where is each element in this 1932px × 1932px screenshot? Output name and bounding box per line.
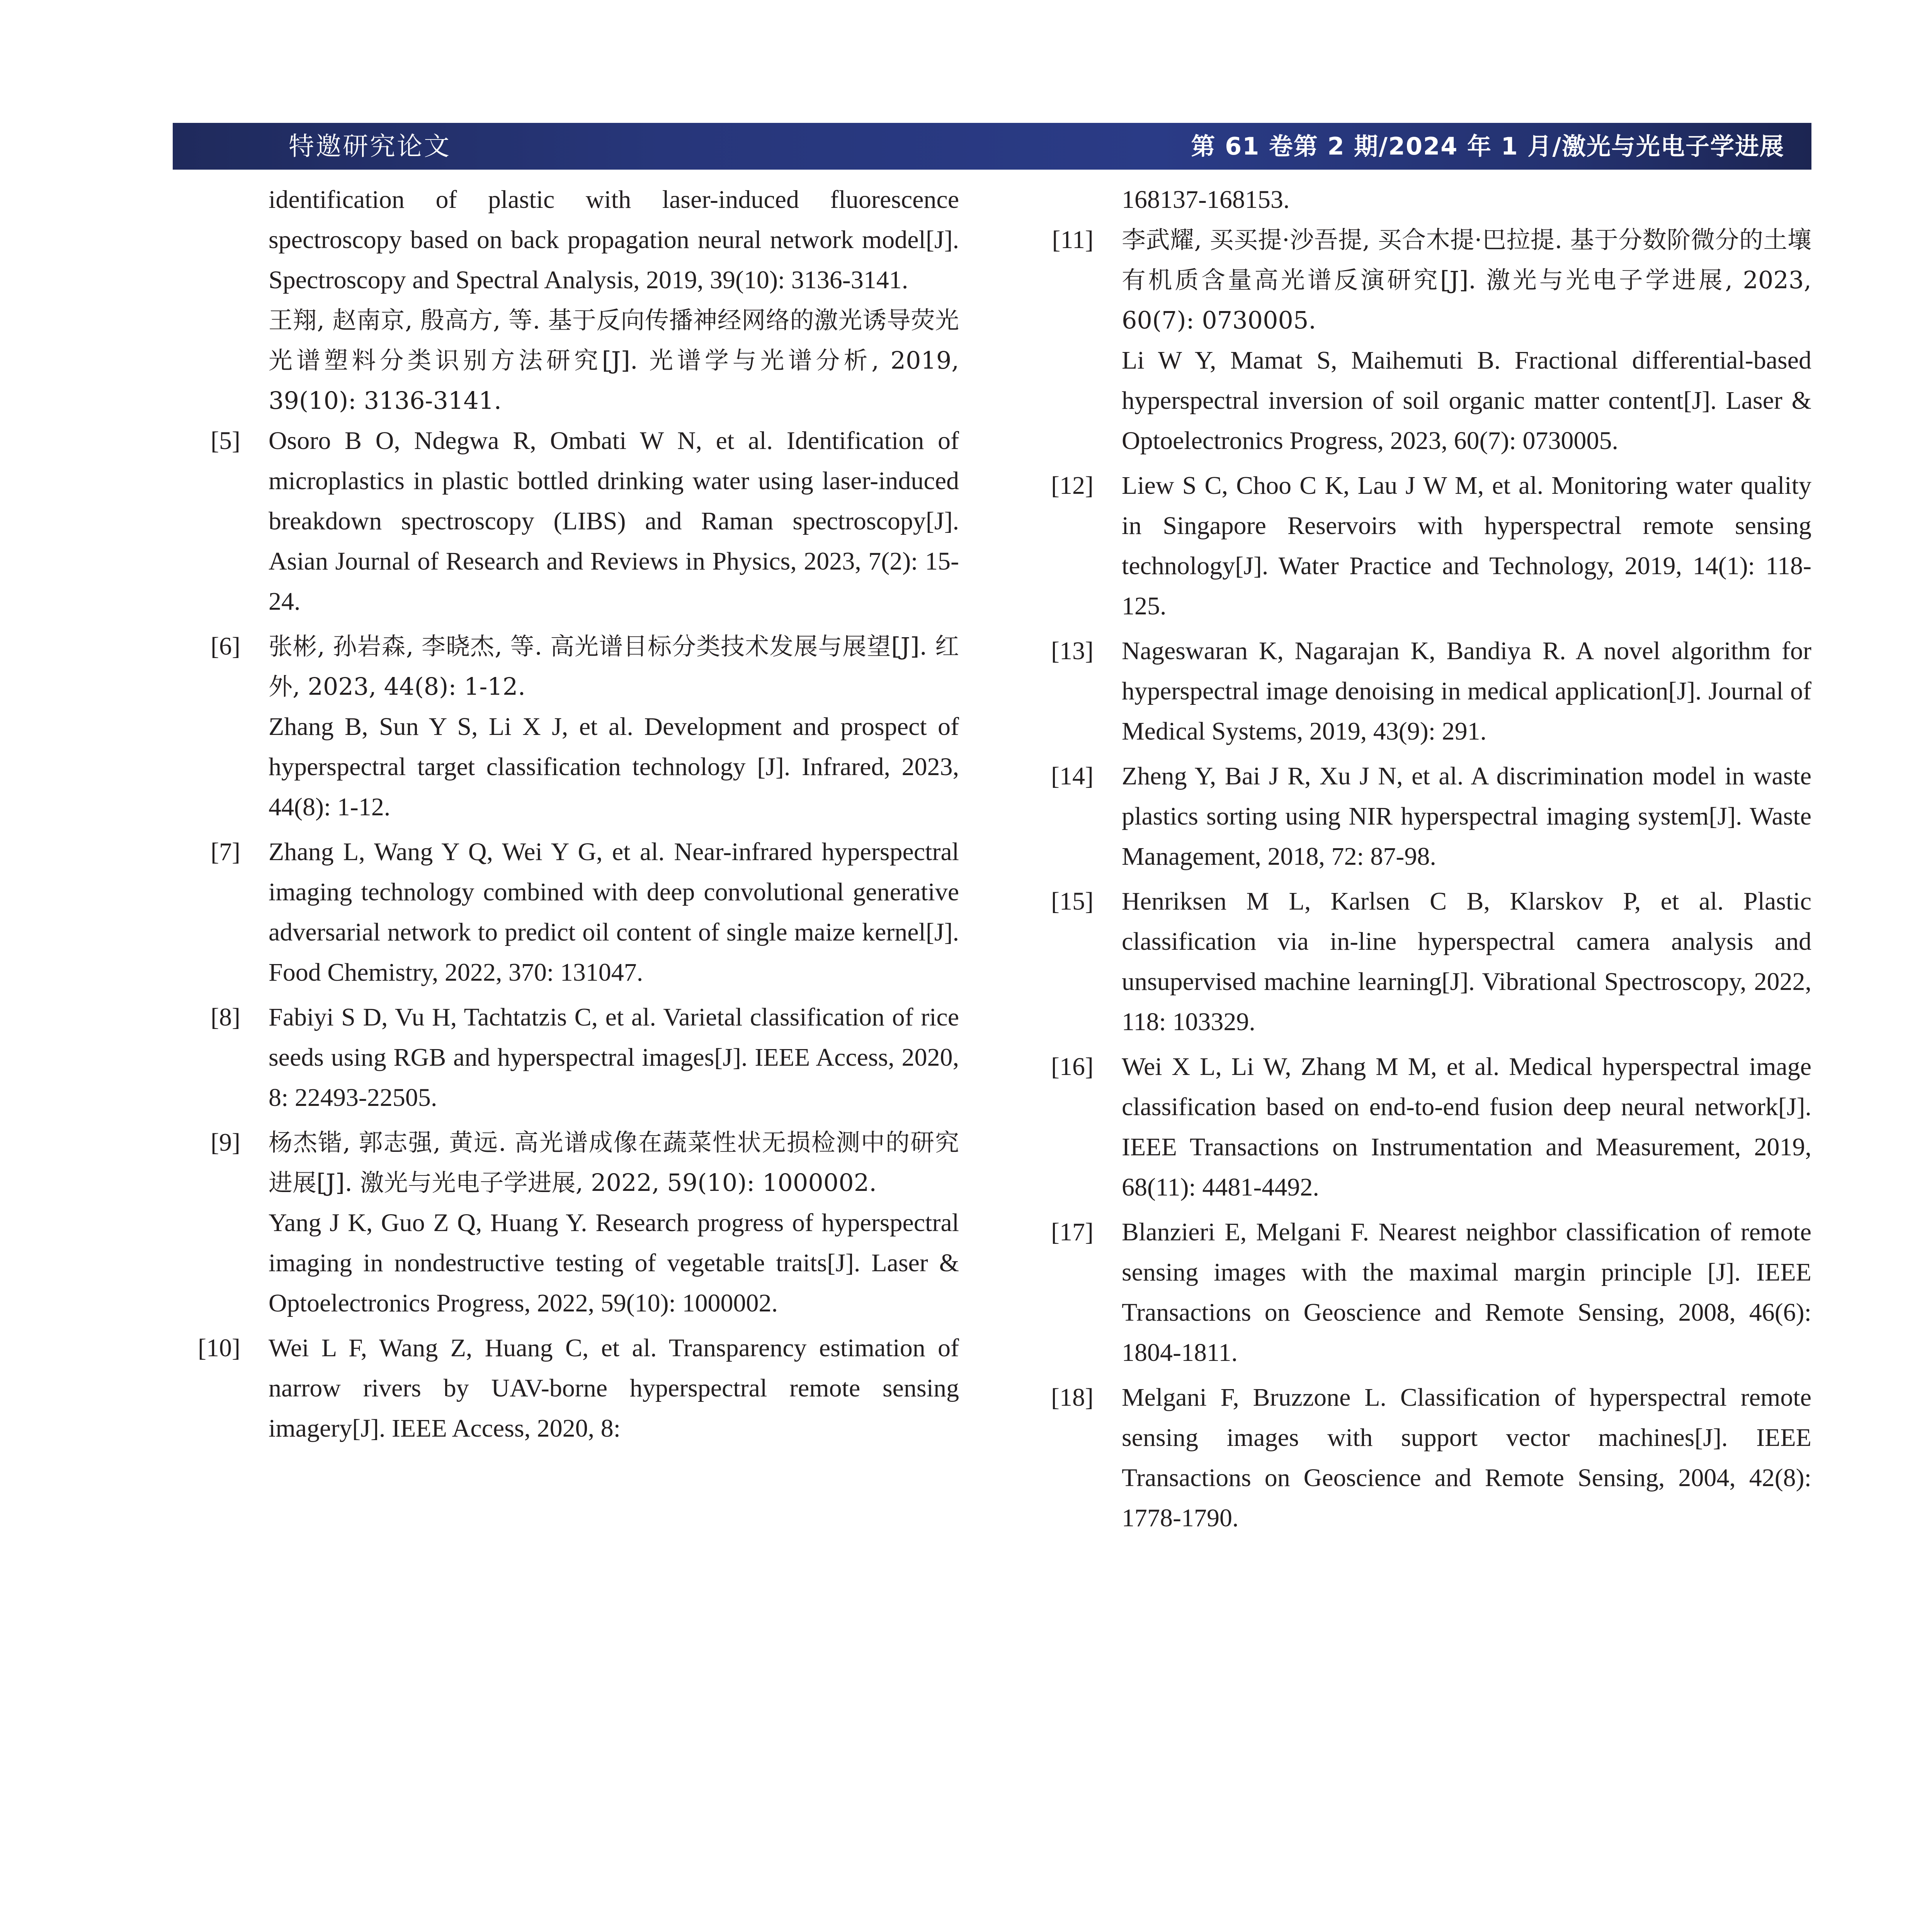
- reference-number: [15]: [1051, 887, 1094, 915]
- reference-item: [1026, 220, 1811, 461]
- reference-text: Wei L F, Wang Z, Huang C, et al. Transparency estimation of narrow rivers by UAV-borne hyperspectral remote sensing imagery[J]. IEEE Access, 2020, 8:: [269, 1334, 959, 1442]
- reference-item: [173, 1122, 959, 1323]
- reference-number: [16]: [1051, 1053, 1094, 1081]
- reference-text: Liew S C, Choo C K, Lau J W M, et al. Monitoring water quality in Singapore Reservoirs with hyperspectral remote sensing technology[J]. Water Practice and Technology, 2019, 14(1): 118-125.: [1122, 471, 1811, 620]
- reference-text-en: Zhang B, Sun Y S, Li X J, et al. Development and prospect of hyperspectral target classification technology [J]. Infrared, 2023, 44(8): 1-12.: [269, 713, 959, 821]
- reference-number: [5]: [211, 427, 240, 455]
- reference-number: [14]: [1051, 762, 1094, 790]
- reference-item: [173, 626, 959, 827]
- reference-item: [173, 997, 959, 1118]
- reference-item: [1026, 1212, 1811, 1373]
- reference-number: [9]: [211, 1128, 240, 1156]
- reference-number: [8]: [211, 1003, 240, 1031]
- reference-item: [1026, 881, 1811, 1042]
- reference-continuation-zh: 王翔, 赵南京, 殷高方, 等. 基于反向传播神经网络的激光诱导荧光光谱塑料分类识别方法研究[J]. 光谱学与光谱分析, 2019, 39(10): 3136-3141.: [269, 306, 959, 415]
- reference-number: [10]: [198, 1334, 240, 1362]
- reference-continuation-en: 168137-168153.: [1122, 185, 1290, 214]
- references-right-column: [1026, 180, 1811, 1543]
- reference-text: Blanzieri E, Melgani F. Nearest neighbor classification of remote sensing images with the maximal margin principle [J]. IEEE Transactions on Geoscience and Remote Sensing, 2008, 46(6): 1804-1811.: [1122, 1218, 1811, 1367]
- reference-text-zh: 杨杰锴, 郭志强, 黄远. 高光谱成像在蔬菜性状无损检测中的研究进展[J]. 激光与光电子学进展, 2022, 59(10): 1000002.: [269, 1128, 959, 1197]
- reference-number: [18]: [1051, 1383, 1094, 1412]
- reference-number: [11]: [1052, 226, 1094, 254]
- reference-item: [173, 1328, 959, 1449]
- reference-item: [1026, 631, 1811, 752]
- reference-item: [173, 421, 959, 622]
- reference-number: [12]: [1051, 471, 1094, 500]
- reference-text-zh: 李武耀, 买买提·沙吾提, 买合木提·巴拉提. 基于分数阶微分的土壤有机质含量高光谱反演研究[J]. 激光与光电子学进展, 2023, 60(7): 0730005.: [1122, 226, 1811, 334]
- reference-item: [1026, 756, 1811, 877]
- reference-text: Henriksen M L, Karlsen C B, Klarskov P, et al. Plastic classification via in-line hyperspectral camera analysis and unsupervised machine learning[J]. Vibrational Spectroscopy, 2022, 118: 103329.: [1122, 887, 1811, 1036]
- reference-text: Wei X L, Li W, Zhang M M, et al. Medical hyperspectral image classification based on end-to-end fusion deep neural network[J]. IEEE Transactions on Instrumentation and Measurement, 2019, 68(11): 4481-4492.: [1122, 1053, 1811, 1201]
- reference-text: Osoro B O, Ndegwa R, Ombati W N, et al. Identification of microplastics in plastic bottled drinking water using laser-induced breakdown spectroscopy (LIBS) and Raman spectroscopy[J]. Asian Journal of Research and Reviews in Physics, 2023, 7(2): 15-24.: [269, 427, 959, 616]
- reference-text: Zheng Y, Bai J R, Xu J N, et al. A discrimination model in waste plastics sorting using NIR hyperspectral imaging system[J]. Waste Management, 2018, 72: 87-98.: [1122, 762, 1811, 871]
- reference-number: [17]: [1051, 1218, 1094, 1246]
- reference-text-zh: 张彬, 孙岩森, 李晓杰, 等. 高光谱目标分类技术发展与展望[J]. 红外, 2023, 44(8): 1-12.: [269, 632, 959, 701]
- reference-item: [1026, 1378, 1811, 1538]
- reference-text: Nageswaran K, Nagarajan K, Bandiya R. A novel algorithm for hyperspectral image denoising in medical application[J]. Journal of Medical Systems, 2019, 43(9): 291.: [1122, 637, 1811, 745]
- references-left-column: [173, 180, 959, 1453]
- reference-text-en: Yang J K, Guo Z Q, Huang Y. Research progress of hyperspectral imaging in nondestructive testing of vegetable traits[J]. Laser & Optoelectronics Progress, 2022, 59(10): 1000002.: [269, 1209, 959, 1317]
- reference-text: Zhang L, Wang Y Q, Wei Y G, et al. Near-infrared hyperspectral imaging technology combined with deep convolutional generative adversarial network to predict oil content of single maize kernel[J]. Food Chemistry, 2022, 370: 131047.: [269, 838, 959, 986]
- reference-item: [1026, 1047, 1811, 1208]
- reference-text: Fabiyi S D, Vu H, Tachtatzis C, et al. Varietal classification of rice seeds using RGB and hyperspectral images[J]. IEEE Access, 2020, 8: 22493-22505.: [269, 1003, 959, 1112]
- journal-issue-info: 第 61 卷第 2 期/2024 年 1 月/激光与光电子学进展: [1191, 132, 1784, 160]
- reference-continuation-en: identification of plastic with laser-induced fluorescence spectroscopy based on back propagation neural network model[J]. Spectroscopy and Spectral Analysis, 2019, 39(10): 3136-3141.: [269, 185, 959, 294]
- reference-item: [173, 832, 959, 993]
- reference-text: Melgani F, Bruzzone L. Classification of hyperspectral remote sensing images with support vector machines[J]. IEEE Transactions on Geoscience and Remote Sensing, 2004, 42(8): 1778-1790.: [1122, 1383, 1811, 1532]
- section-label: 特邀研究论文: [289, 131, 451, 161]
- reference-item: [1026, 466, 1811, 626]
- journal-header-bar: [173, 123, 1811, 170]
- reference-number: [6]: [211, 632, 240, 660]
- reference-number: [13]: [1051, 637, 1094, 665]
- reference-number: [7]: [211, 838, 240, 866]
- reference-text-en: Li W Y, Mamat S, Maihemuti B. Fractional differential-based hyperspectral inversion of soil organic matter content[J]. Laser & Optoelectronics Progress, 2023, 60(7): 0730005.: [1122, 346, 1811, 455]
